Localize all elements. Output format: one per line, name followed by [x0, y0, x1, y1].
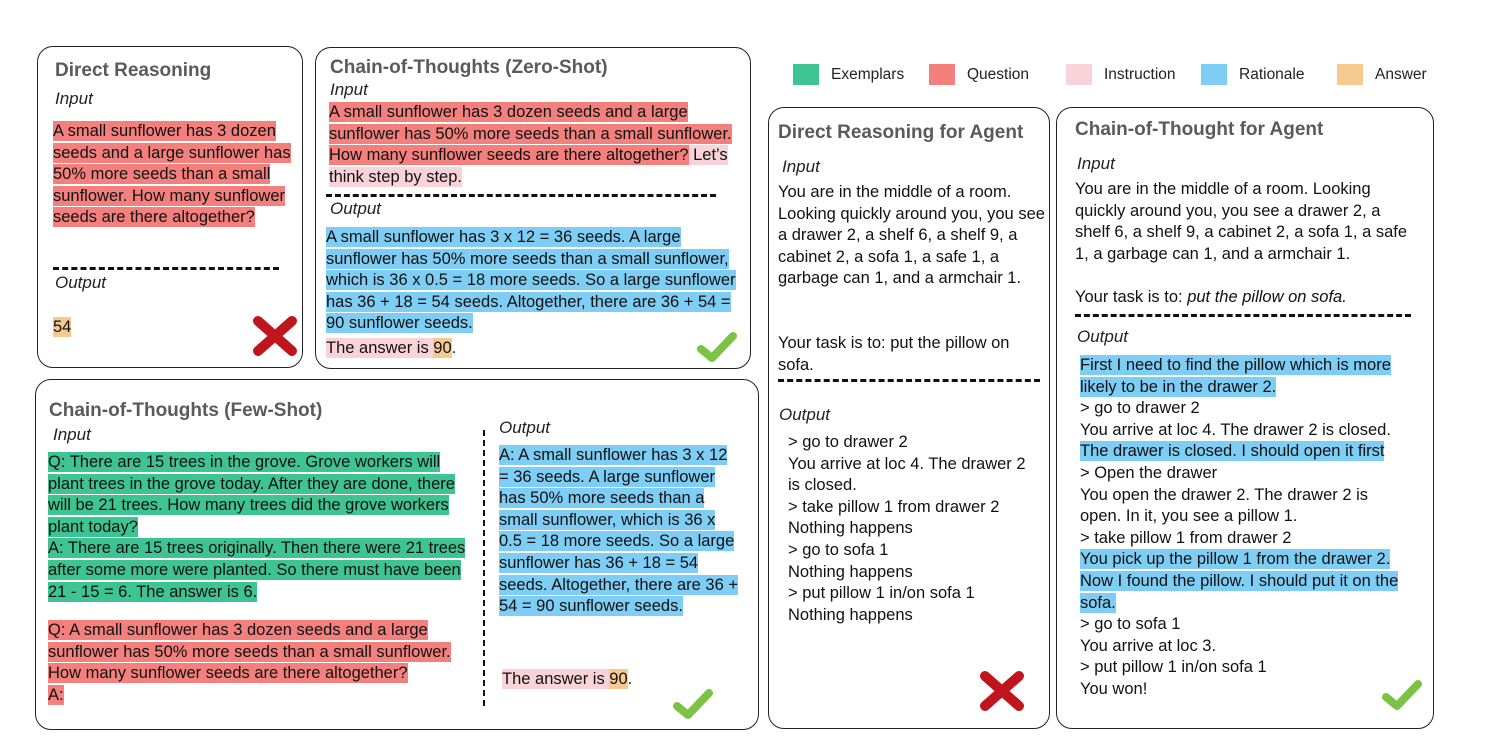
answer-suffix: . [451, 339, 457, 357]
step-observation: You won! [1080, 679, 1148, 698]
step-action: > go to drawer 2 [788, 433, 908, 451]
panel-cot-agent [1056, 107, 1434, 729]
step-action: > go to sofa 1 [788, 540, 889, 559]
input-text: You are in the middle of a room. Looking quickly around you, you see a drawer 2, a shelf 6, a shelf 9, a cabinet 2, a sofa 1, a safe 1, a garbage can 1, and a armchair 1. [1075, 180, 1408, 263]
step-observation: You open the drawer 2. The drawer 2 is open. In it, you see a pillow 1. [1080, 485, 1369, 526]
panel-title: Chain-of-Thoughts (Zero-Shot) [330, 57, 608, 78]
input-text: You are in the middle of a room. Looking quickly around you, you see a drawer 2, a shelf 6, a shelf 9, a cabinet 2, a sofa 1, a safe 1, a garbage can 1, and a armchair 1. [778, 183, 1045, 288]
legend-rationale [1201, 64, 1305, 85]
check-icon [1381, 678, 1423, 712]
task-text [1075, 287, 1417, 309]
question-highlight: A small sunflower has 3 dozen seeds and a large sunflower has 50% more seeds than a small sunflower. How many sunflower seeds are there altogether? [329, 103, 732, 165]
legend-swatch [793, 64, 819, 85]
divider [326, 194, 716, 197]
question-highlight: Q: A small sunflower has 3 dozen seeds and a large sunflower has 50% more seeds than a small sunflower. How many sunflower seeds are there altogether? [48, 621, 451, 683]
panel-direct-reasoning-agent [768, 107, 1050, 729]
legend-label: Instruction [1104, 65, 1176, 83]
answer-prefix: The answer is [502, 670, 610, 688]
step-action: > go to sofa 1 [1080, 615, 1181, 634]
legend-label: Rationale [1239, 65, 1305, 83]
rationale-highlight: A: A small sunflower has 3 x 12 = 36 seeds. A large sunflower has 50% more seeds than a small sunflower, which is 36 x 0.5 = 18 more seeds. So a large sunflower has 36 + 18 = 54 seeds. Altogether, there are 36 + 54 = 90 sunflower seeds. [499, 446, 738, 616]
panel-title: Direct Reasoning for Agent [778, 122, 1024, 143]
question-text [329, 102, 737, 188]
legend-exemplars [793, 64, 904, 85]
rationale-highlight: A small sunflower has 3 x 12 = 36 seeds. A large sunflower has 50% more seeds than a small sunflower, which is 36 x 0.5 = 18 more seeds. So a large sunflower has 36 + 18 = 54 seeds. Altogether, there are 36 + 54 = 90 sunflower seeds. [326, 228, 736, 333]
legend-swatch [1066, 64, 1092, 85]
legend-label: Answer [1375, 65, 1427, 83]
cross-icon [252, 315, 298, 357]
output-label: Output [779, 405, 831, 424]
thought-highlight: Now I found the pillow. I should put it on the sofa. [1080, 571, 1399, 612]
input-label: Input [53, 425, 91, 444]
panel-cot-zero-shot [315, 47, 751, 369]
input-label: Input [330, 80, 368, 99]
vertical-divider [483, 430, 485, 706]
input-label: Input [55, 89, 93, 108]
legend-swatch [929, 64, 955, 85]
step-observation: You arrive at loc 3. [1080, 636, 1217, 655]
panel-cot-few-shot [35, 379, 759, 730]
answer-line [326, 338, 456, 360]
exemplar-answer-highlight: A: There are 15 trees originally. Then there were 21 trees after some more were planted. So there must have been 21 - 15 = 6. The answer is 6. [48, 539, 466, 601]
output-label: Output [1077, 327, 1129, 346]
check-icon [696, 330, 738, 364]
step-action: > put pillow 1 in/on sofa 1 [788, 584, 975, 603]
input-label: Input [1077, 154, 1115, 173]
answer-highlight: 54 [53, 318, 72, 336]
step-observation: Nothing happens [788, 519, 913, 538]
task-prefix: Your task is to: [1075, 288, 1188, 306]
output-label: Output [330, 199, 382, 218]
answer-text [53, 317, 71, 339]
divider [778, 379, 1040, 382]
step-observation: Nothing happens [788, 605, 913, 624]
legend-swatch [1201, 64, 1227, 85]
question-highlight: A small sunflower has 3 dozen seeds and a large sunflower has 50% more seeds than a small sunflower. How many sunflower seeds are there altogether? [53, 122, 291, 227]
step-observation: Nothing happens [788, 562, 913, 581]
steps-list [788, 432, 1042, 626]
divider [53, 267, 279, 270]
task-text: Your task is to: put the pillow on sofa. [778, 334, 1010, 374]
answer-highlight: 90 [433, 339, 452, 357]
output-label: Output [55, 273, 107, 292]
panel-direct-reasoning [37, 46, 303, 368]
step-action: > take pillow 1 from drawer 2 [788, 497, 1000, 516]
answer-suffix: . [627, 670, 633, 688]
panel-title: Direct Reasoning [55, 60, 212, 81]
legend-label: Question [967, 65, 1030, 83]
step-observation: You arrive at loc 4. The drawer 2 is closed. [788, 454, 1026, 495]
step-observation: You arrive at loc 4. The drawer 2 is closed. [1080, 420, 1391, 439]
exemplar-question-highlight: Q: There are 15 trees in the grove. Grove workers will plant trees in the grove today. After they are done, there will be 21 trees. How many trees did the grove workers plant today? [48, 453, 455, 536]
instruction-highlight: Let’s think step by step. [329, 146, 728, 186]
trajectory [1080, 355, 1422, 701]
step-action: > take pillow 1 from drawer 2 [1080, 528, 1292, 547]
rationale-text [499, 445, 739, 618]
rationale-text [326, 227, 746, 335]
answer-prefix: The answer is [326, 339, 434, 357]
thought-highlight: The drawer is closed. I should open it first [1080, 442, 1385, 461]
check-icon [672, 687, 714, 721]
legend-question [929, 64, 1029, 85]
exemplar-text [48, 452, 474, 603]
thought-highlight: You pick up the pillow 1 from the drawer 2. [1080, 550, 1391, 569]
panel-title: Chain-of-Thoughts (Few-Shot) [49, 400, 323, 421]
question-text [53, 121, 301, 229]
question-text [48, 620, 472, 706]
thought-highlight: First I need to find the pillow which is more likely to be in the drawer 2. [1080, 356, 1391, 396]
task-value: put the pillow on sofa. [1187, 288, 1347, 306]
legend-answer [1337, 64, 1427, 85]
legend-swatch [1337, 64, 1363, 85]
step-action: > go to drawer 2 [1080, 399, 1200, 418]
answer-start-highlight: A: [48, 685, 64, 704]
input-label: Input [782, 157, 820, 176]
step-action: > put pillow 1 in/on sofa 1 [1080, 658, 1267, 677]
cross-icon [979, 670, 1025, 712]
answer-line [502, 669, 632, 691]
output-label: Output [499, 418, 551, 437]
panel-title: Chain-of-Thought for Agent [1075, 119, 1324, 140]
legend-instruction [1066, 64, 1176, 85]
legend-label: Exemplars [831, 65, 905, 83]
divider [1075, 314, 1411, 317]
answer-highlight: 90 [609, 670, 628, 688]
step-action: > Open the drawer [1080, 463, 1218, 482]
